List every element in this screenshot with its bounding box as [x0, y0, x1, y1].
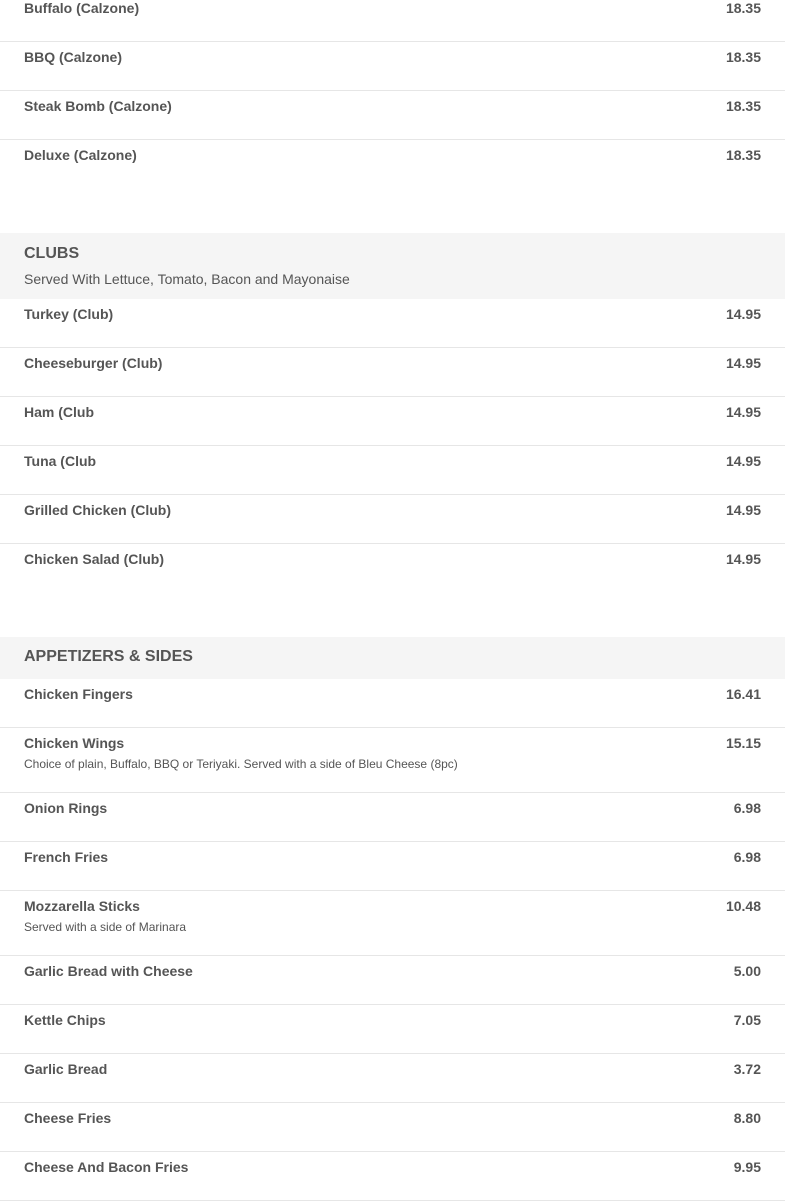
menu-item[interactable]	[0, 42, 785, 91]
menu-item[interactable]	[0, 0, 785, 42]
item-name: Cheese And Bacon Fries	[24, 1159, 189, 1175]
item-price: 14.95	[725, 355, 761, 371]
item-name: Chicken Fingers	[24, 686, 133, 702]
item-name: Turkey (Club)	[24, 306, 114, 322]
item-price: 14.95	[725, 453, 761, 469]
section-subtitle: Served With Lettuce, Tomato, Bacon and Mayonaise	[24, 271, 350, 287]
item-name: Ham (Club	[24, 404, 94, 420]
item-description: Served with a side of Marinara	[24, 920, 187, 934]
item-name: Garlic Bread with Cheese	[24, 963, 193, 979]
item-name: BBQ (Calzone)	[24, 49, 122, 65]
item-price: 10.48	[725, 898, 761, 914]
menu-item[interactable]	[0, 956, 785, 1005]
menu-item[interactable]	[0, 1152, 785, 1201]
section-clubs	[0, 233, 785, 593]
item-name: Garlic Bread	[24, 1061, 108, 1077]
item-price: 3.72	[733, 1061, 761, 1077]
section-title: APPETIZERS & SIDES	[24, 648, 193, 665]
menu-item[interactable]	[0, 1005, 785, 1054]
item-name: Buffalo (Calzone)	[24, 0, 140, 16]
menu-item[interactable]	[0, 397, 785, 446]
menu-item[interactable]	[0, 1054, 785, 1103]
item-name: Tuna (Club	[24, 453, 97, 469]
item-price: 14.95	[725, 551, 761, 567]
item-name: Cheeseburger (Club)	[24, 355, 163, 371]
item-price: 8.80	[733, 1110, 761, 1126]
item-name: French Fries	[24, 849, 109, 865]
menu-item[interactable]	[0, 446, 785, 495]
item-price: 7.05	[733, 1012, 761, 1028]
item-price: 6.98	[733, 800, 761, 816]
item-name: Deluxe (Calzone)	[24, 147, 137, 163]
section-spacer	[0, 189, 785, 233]
menu-item[interactable]	[0, 793, 785, 842]
item-name: Kettle Chips	[24, 1012, 106, 1028]
menu-item[interactable]	[0, 842, 785, 891]
section-header	[0, 233, 785, 299]
item-price: 18.35	[725, 147, 761, 163]
menu-item[interactable]	[0, 348, 785, 397]
menu-item[interactable]	[0, 495, 785, 544]
menu-item[interactable]	[0, 544, 785, 593]
item-name: Chicken Wings	[24, 735, 125, 751]
item-price: 5.00	[733, 963, 761, 979]
item-name: Onion Rings	[24, 800, 108, 816]
item-price: 14.95	[725, 404, 761, 420]
item-price: 15.15	[725, 735, 761, 751]
item-price: 18.35	[725, 49, 761, 65]
section-header	[0, 637, 785, 679]
item-name: Cheese Fries	[24, 1110, 112, 1126]
section-appetizers-sides	[0, 637, 785, 1201]
section-title: CLUBS	[24, 245, 80, 262]
menu-item[interactable]	[0, 140, 785, 189]
section-calzones	[0, 0, 785, 189]
menu-item[interactable]	[0, 299, 785, 348]
item-description: Choice of plain, Buffalo, BBQ or Teriyaki. Served with a side of Bleu Cheese (8pc)	[24, 757, 458, 771]
section-spacer	[0, 593, 785, 637]
menu-item[interactable]	[0, 728, 785, 793]
item-name: Steak Bomb (Calzone)	[24, 98, 172, 114]
menu-item[interactable]	[0, 679, 785, 728]
item-price: 16.41	[725, 686, 761, 702]
menu-item[interactable]	[0, 91, 785, 140]
item-price: 18.35	[725, 98, 761, 114]
menu-item[interactable]	[0, 1103, 785, 1152]
item-name: Mozzarella Sticks	[24, 898, 140, 914]
item-price: 18.35	[725, 0, 761, 16]
menu-item[interactable]	[0, 891, 785, 956]
item-price: 9.95	[733, 1159, 761, 1175]
item-price: 14.95	[725, 502, 761, 518]
item-price: 6.98	[733, 849, 761, 865]
item-price: 14.95	[725, 306, 761, 322]
item-name: Chicken Salad (Club)	[24, 551, 165, 567]
item-name: Grilled Chicken (Club)	[24, 502, 172, 518]
